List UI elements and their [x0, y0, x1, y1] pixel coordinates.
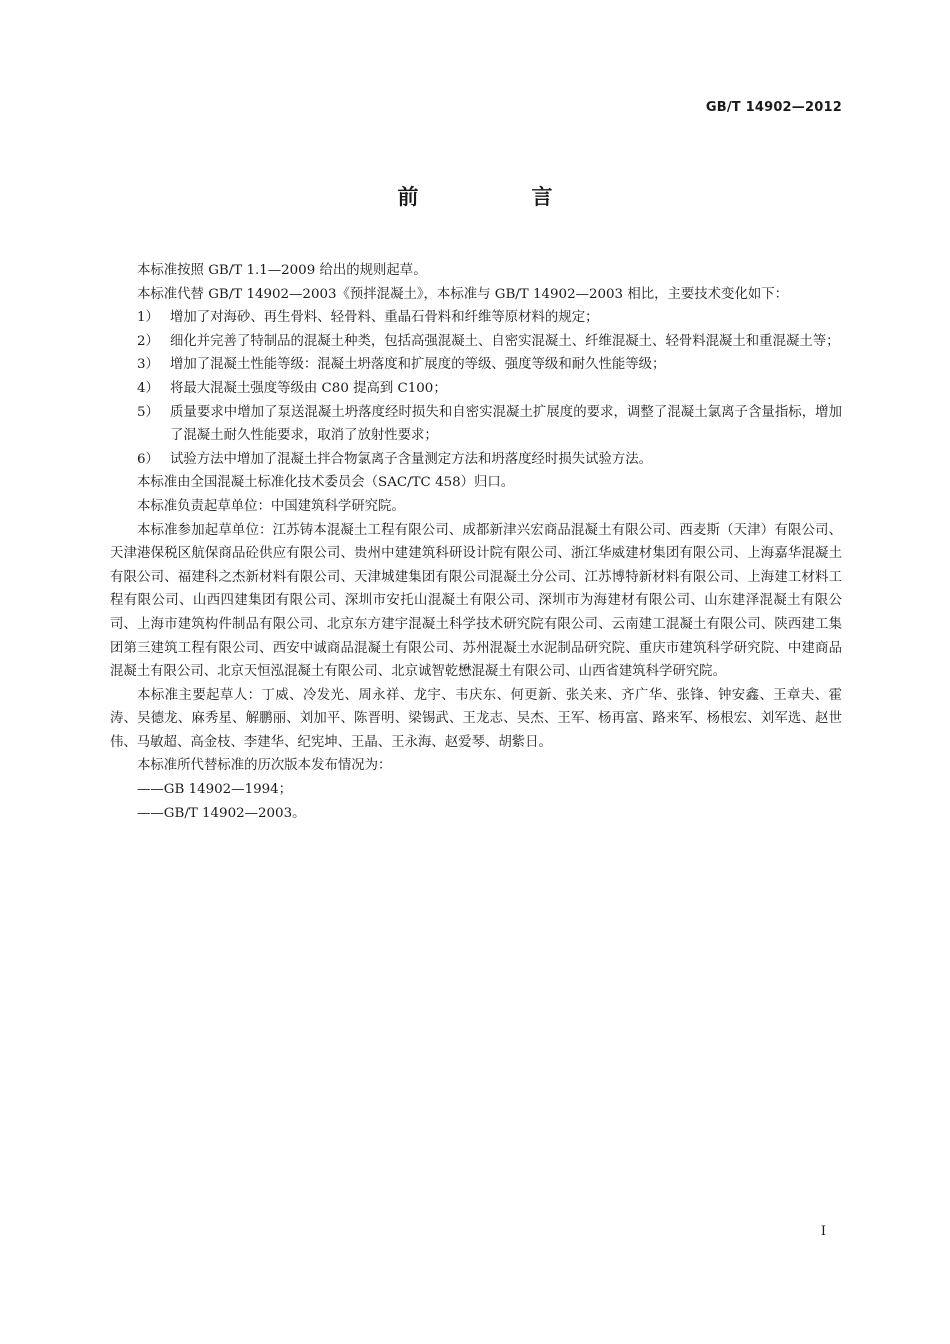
paragraph-drafting-rules: 本标准按照 GB/T 1.1—2009 给出的规则起草。: [137, 263, 427, 278]
list-item: [110, 306, 842, 330]
history-item: ——GB/T 14902—2003。: [137, 805, 306, 821]
list-item: [110, 448, 842, 472]
list-item: [110, 330, 842, 354]
list-item: [110, 377, 842, 401]
document-code: GB/T 14902—2012: [705, 100, 842, 115]
paragraph-history-intro: 本标准所代替标准的历次版本发布情况为：: [137, 758, 392, 774]
paragraph-responsible-unit: 本标准负责起草单位：中国建筑科学研究院。: [137, 498, 405, 514]
list-item-text: 试验方法中增加了混凝土拌合物氯离子含量测定方法和坍落度经时损失试验方法。: [170, 451, 653, 467]
page-number: I: [820, 1224, 826, 1239]
paragraph-drafters: 本标准主要起草人：丁威、冷发光、周永祥、龙宇、韦庆东、何更新、张关来、齐广华、张锋、钟安鑫、王章夫、霍涛、吴德龙、麻秀星、解鹏丽、刘加平、陈晋明、梁锡武、王龙志、吴杰、王军、杨再富、路来军、杨根宏、刘军选、赵世伟、马敏超、高金枝、李建华、纪宪坤、王晶、王永海、赵爱琴、胡紫日。: [110, 687, 842, 750]
history-item: ——GB 14902—1994；: [137, 782, 293, 798]
list-item-text: 增加了混凝土性能等级：混凝土坍落度和扩展度的等级、强度等级和耐久性能等级；: [170, 357, 666, 373]
page-title: 前 言: [397, 185, 599, 209]
list-item: [110, 401, 842, 448]
list-item-number: 2）: [137, 333, 159, 349]
list-item-number: 5）: [137, 404, 159, 420]
list-item-number: 6）: [137, 451, 159, 467]
list-item-text: 将最大混凝土强度等级由 C80 提高到 C100；: [170, 380, 447, 396]
list-item-number: 4）: [137, 380, 159, 396]
paragraph-replacement: 本标准代替 GB/T 14902—2003《预拌混凝土》，本标准与 GB/T 14902—2003 相比，主要技术变化如下：: [137, 286, 789, 302]
list-item-text: 增加了对海砂、再生骨料、轻骨料、重晶石骨料和纤维等原材料的规定；: [170, 310, 599, 326]
list-item-text: 细化并完善了特制品的混凝土种类，包括高强混凝土、自密实混凝土、纤维混凝土、轻骨料混凝土和重混凝土等；: [170, 333, 840, 349]
list-item-text: 质量要求中增加了泵送混凝土坍落度经时损失和自密实混凝土扩展度的要求，调整了混凝土氯离子含量指标，增加了混凝土耐久性能要求，取消了放射性要求；: [170, 404, 842, 444]
list-item: [110, 353, 842, 377]
foreword-body: [110, 259, 842, 825]
paragraph-committee: 本标准由全国混凝土标准化技术委员会（SAC/TC 458）归口。: [137, 475, 515, 491]
list-item-number: 3）: [137, 357, 159, 373]
paragraph-participating-units: 本标准参加起草单位：江苏铸本混凝土工程有限公司、成都新津兴宏商品混凝土有限公司、西麦斯（天津）有限公司、天津港保税区航保商品砼供应有限公司、贵州中建建筑科研设计院有限公司、浙江华威建材集团有限公司、上海嘉华混凝土有限公司、福建科之杰新材料有限公司、天津城建集团有限公司混凝土分公司、江苏博特新材料有限公司、上海建工材料工程有限公司、山西四建集团有限公司、深圳市安托山混凝土有限公司、深圳市为海建材有限公司、山东建泽混凝土有限公司、上海市建筑构件制品有限公司、北京东方建宇混凝土科学技术研究院有限公司、云南建工混凝土有限公司、陕西建工集团第三建筑工程有限公司、西安中诚商品混凝土有限公司、苏州混凝土水泥制品研究院、重庆市建筑科学研究院、中建商品混凝土有限公司、北京天恒泓混凝土有限公司、北京诚智乾懋混凝土有限公司、山西省建筑科学研究院。: [110, 522, 842, 680]
list-item-number: 1）: [137, 310, 159, 326]
